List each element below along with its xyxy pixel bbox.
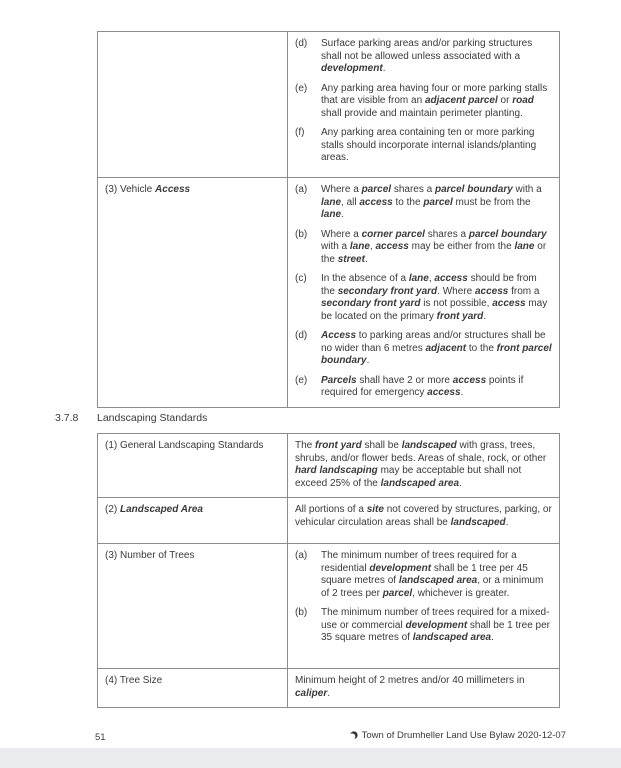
row-content-cell <box>288 32 559 177</box>
clause-item <box>295 127 553 165</box>
clause-marker: (a) <box>295 550 308 561</box>
clause-marker: (b) <box>295 228 308 240</box>
clause-text: The minimum number of trees required for a mixed-use or commercial development shall be 1 tree per 35 square metres of landscaped area. <box>321 607 550 643</box>
clause-item <box>295 375 553 400</box>
clause-marker: (c) <box>295 273 307 284</box>
row-content-cell <box>288 178 559 407</box>
clause-text: Parcels shall have 2 or more access points if required for emergency access. <box>321 374 524 398</box>
clause-marker: (e) <box>295 82 308 94</box>
clause-item <box>295 330 553 368</box>
row-content-cell: The front yard shall be landscaped with grass, trees, shrubs, and/or flower beds. Areas of shale, rock, or other hard landscaping may be acceptable but shall not exceed 25% of the landscaped area. <box>295 440 547 489</box>
row-label-cell: (2) Landscaped Area <box>98 498 288 543</box>
table-row <box>98 668 559 707</box>
table-row <box>98 32 559 177</box>
clause-marker: (a) <box>295 184 308 195</box>
table-row <box>98 497 559 543</box>
clause-marker: (e) <box>295 374 308 386</box>
clause-marker: (f) <box>295 127 305 138</box>
crescent-moon-icon <box>349 731 358 740</box>
row-label-cell <box>98 32 288 177</box>
clause-item <box>295 38 553 76</box>
table-row <box>98 543 559 668</box>
row-label-cell: (3) Vehicle Access <box>98 178 288 407</box>
clause-text: In the absence of a lane, access should be from the secondary front yard. Where access from a secondary front yard is not possible, access may be located on the primary front yard. <box>321 273 548 322</box>
clause-item <box>295 184 553 222</box>
row-content-cell: All portions of a site not covered by structures, parking, or vehicular circulation areas shall be landscaped. <box>295 504 552 528</box>
clause-text: Any parking area containing ten or more parking stalls should incorporate internal islands/planting areas. <box>321 127 537 163</box>
clause-marker: (d) <box>295 38 308 49</box>
clause-marker: (b) <box>295 607 308 618</box>
clause-marker: (d) <box>295 330 308 341</box>
landscaping-standards-table <box>97 433 560 708</box>
clause-text: Where a parcel shares a parcel boundary with a lane, all access to the parcel must be from the lane. <box>321 184 542 220</box>
clause-text: The minimum number of trees required for a residential development shall be 1 tree per 45 square metres of landscaped area, or a minimum of 2 trees per parcel, whichever is greater. <box>321 550 544 599</box>
row-content-cell <box>288 544 559 668</box>
clause-item <box>295 607 553 645</box>
clause-text: Where a corner parcel shares a parcel boundary with a lane, access may be either from the lane or the street. <box>321 228 547 265</box>
table-row <box>98 434 559 497</box>
page-number: 51 <box>95 732 106 743</box>
footer-document-title-group <box>349 730 566 741</box>
row-label-cell: (1) General Landscaping Standards <box>98 434 288 497</box>
clause-text: Any parking area having four or more parking stalls that are visible from an adjacent parcel or road shall provide and maintain perimeter planting. <box>321 82 548 119</box>
document-title: Town of Drumheller Land Use Bylaw 2020-12-07 <box>361 730 566 741</box>
clause-item <box>295 229 553 267</box>
section-title: Landscaping Standards <box>97 412 208 424</box>
row-label-cell: (3) Number of Trees <box>98 544 288 668</box>
clause-text: Access to parking areas and/or structures shall be no wider than 6 metres adjacent to the front parcel boundary. <box>321 330 552 366</box>
viewer-background-band <box>0 748 621 768</box>
clause-item <box>295 273 553 323</box>
parking-standards-table <box>97 31 560 408</box>
clause-item <box>295 83 553 121</box>
clause-item <box>295 550 553 600</box>
row-content-cell: Minimum height of 2 metres and/or 40 millimeters in caliper. <box>295 675 525 699</box>
clause-text: Surface parking areas and/or parking structures shall not be allowed unless associated with a development. <box>321 38 533 74</box>
table-row <box>98 177 559 407</box>
row-label-cell: (4) Tree Size <box>98 669 288 707</box>
section-number: 3.7.8 <box>55 412 79 424</box>
